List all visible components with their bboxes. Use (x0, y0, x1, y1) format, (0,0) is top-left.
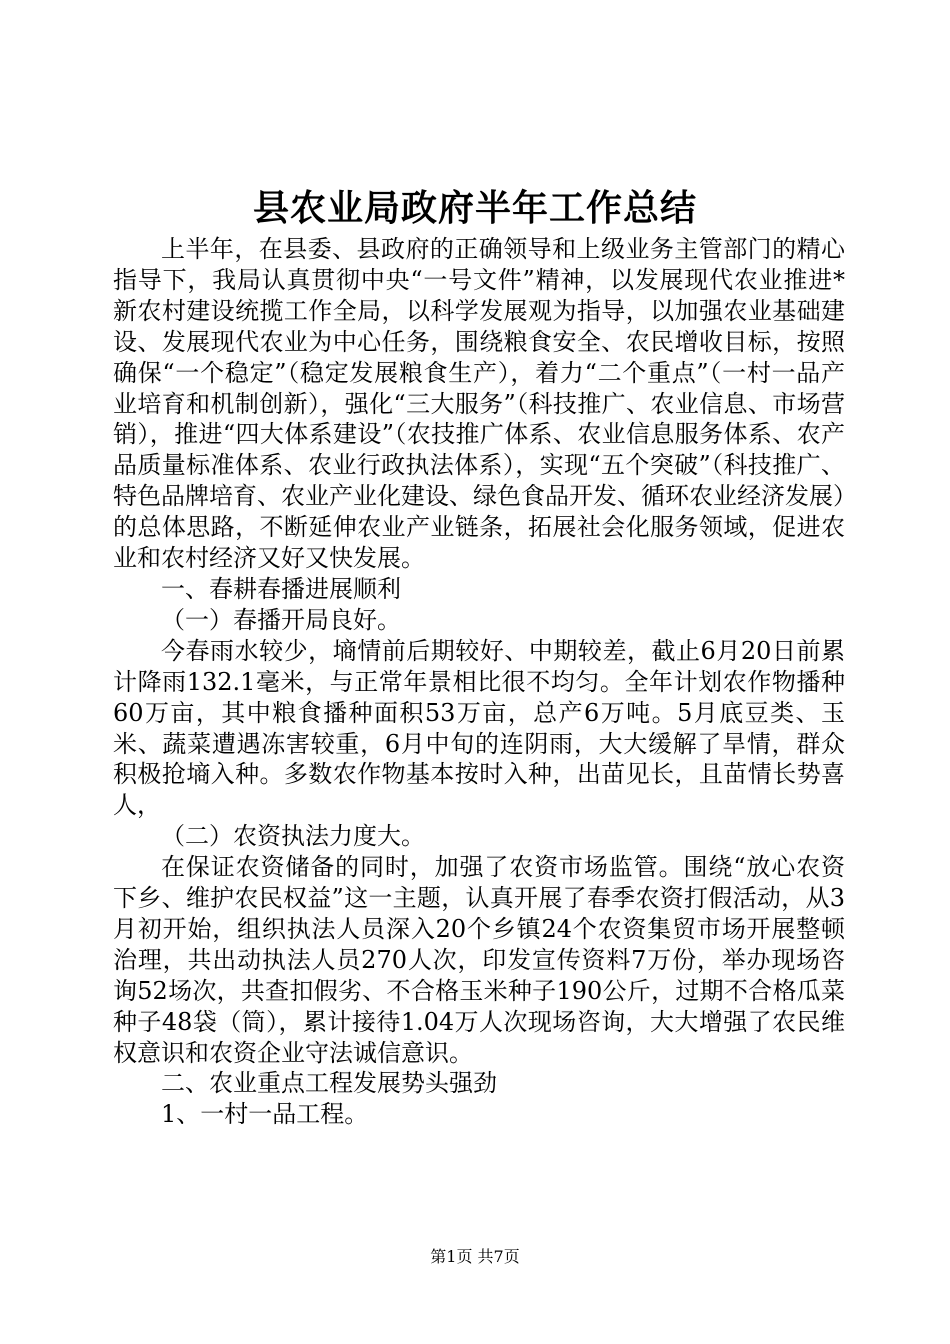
section-heading-1: 一、春耕春播进展顺利 (161, 574, 401, 603)
subsection-heading-1-2: （二）农资执法力度大。 (161, 822, 425, 851)
body-paragraph: 今春雨水较少，墒情前后期较好、中期较差，截止6月20日前累计降雨132.1毫米，与正常年景相比很不均匀。全年计划农作物播种60万亩，其中粮食播种面积53万亩，总产6万吨。5月底豆类、玉米、蔬菜遭遇冻害较重，6月中旬的连阴雨，大大缓解了旱情，群众积极抢墒入种。多数农作物基本按时入种，出苗见长，且苗情长势喜人， (113, 636, 845, 820)
subsection-heading-2-1: 1、一村一品工程。 (161, 1100, 369, 1129)
body-paragraph: 在保证农资储备的同时，加强了农资市场监管。围绕“放心农资下乡、维护农民权益”这一主题，认真开展了春季农资打假活动，从3月初开始，组织执法人员深入20个乡镇24个农资集贸市场开展整顿治理，共出动执法人员270人次，印发宣传资料7万份，举办现场咨询52场次，共查扣假劣、不合格玉米种子190公斤，过期不合格瓜菜种子48袋（筒），累计接待1.04万人次现场咨询，大大增强了农民维权意识和农资企业守法诚信意识。 (113, 853, 845, 1067)
section-heading-2: 二、农业重点工程发展势头强劲 (161, 1069, 497, 1098)
page-footer: 第1页 共7页 (430, 1247, 520, 1266)
document-body (113, 234, 845, 1130)
subsection-heading-1-1: （一）春播开局良好。 (161, 605, 401, 634)
document-title: 县农业局政府半年工作总结 (252, 187, 697, 229)
intro-paragraph: 上半年，在县委、县政府的正确领导和上级业务主管部门的精心指导下，我局认真贯彻中央“一号文件”精神，以发展现代农业推进*新农村建设统揽工作全局，以科学发展观为指导，以加强农业基础建设、发展现代农业为中心任务，围绕粮食安全、农民增收目标，按照确保“一个稳定”（稳定发展粮食生产），着力“二个重点”（一村一品产业培育和机制创新），强化“三大服务”（科技推广、农业信息、市场营销），推进“四大体系建设”（农技推广体系、农业信息服务体系、农产品质量标准体系、农业行政执法体系），实现“五个突破”（科技推广、特色品牌培育、农业产业化建设、绿色食品开发、循环农业经济发展）的总体思路，不断延伸农业产业链条，拓展社会化服务领域，促进农业和农村经济又好又快发展。 (113, 235, 845, 573)
